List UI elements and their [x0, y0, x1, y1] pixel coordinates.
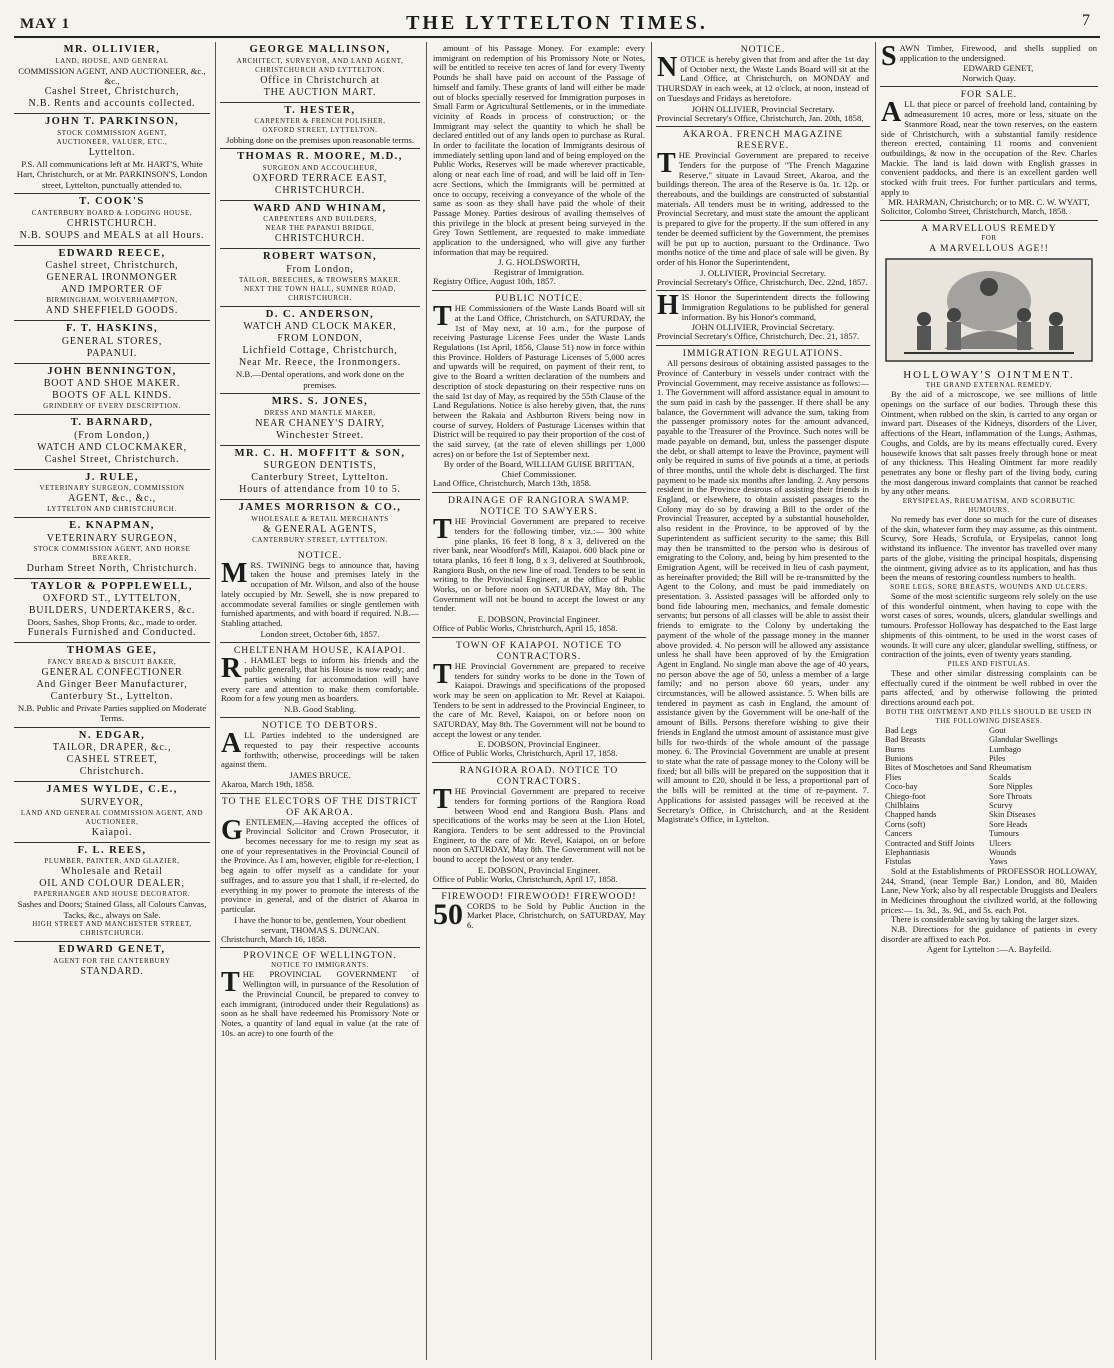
advert-section-heading: ERYSIPELAS, RHEUMATISM, AND SCORBUTIC HUMOURS. [902, 497, 1076, 515]
business-line: SURGEON DENTISTS, [263, 460, 377, 472]
business-line: Christchurch. [79, 766, 145, 778]
business-line: OIL AND COLOUR DEALER, [39, 878, 185, 890]
business-line: Wholesale and Retail [61, 866, 163, 878]
notice-rangiora-swamp [432, 493, 646, 638]
notice-heading: NOTICE TO DEBTORS. [261, 720, 379, 732]
notice-text: . HAMLET begs to inform his friends and the public generally, that his House is now ready; and parties wishing for accommodation will have every care and attention to make them comfortable. Room for a few young men as boarders. [221, 654, 419, 704]
advert-paragraph: Some of the most scientific surgeons rely solely on the use of this wonderful ointment, when having to cope with the worst cases of sores, wounds, ulcers, glandular swellings and tumours. Professor Holloway has despatched to the East large shipments of this ointment, to be used in the worst cases of wounds. It will cure any ulcer, glandular swelling, stiffness, or contraction of the joints, even of twenty years standing. [881, 591, 1097, 660]
notice-text: CORDS to be Sold by Public Auction in the Market Place, Christchurch, on SATURDAY, May 6. [467, 900, 645, 930]
business-line: Sashes and Doors; Stained Glass, all Colours Canvas, Tacks, &c., always on Sale. [17, 899, 207, 920]
notice-rangiora-road [432, 763, 646, 888]
notice-wellington [220, 948, 420, 1041]
business-name: EDWARD REECE, [58, 247, 166, 259]
advert-paragraph: These and other similar distressing complaints can be effectually cured if the ointment be well rubbed in over the parts affected, and by otherwise following the printed directions around each pot. [881, 667, 1097, 708]
business-line: And Ginger Beer Manufacturer, [36, 678, 188, 690]
business-card [14, 114, 210, 194]
disease-item: Bites of Moschetoes and Sand Flies [885, 763, 987, 782]
business-line: NEAR CHANEY'S DAIRY, [255, 417, 385, 429]
notice-signature: London street, October 6th, 1857. [260, 628, 380, 639]
business-card [220, 149, 420, 201]
notice-text: HE Provincial Government are prepared to receive tenders for forming portions of the Rangiora Road between Wood end and Rangiora Bush. Plans and specifications of the works may be seen at the Lion Hotel, Rangiora. Tenders to be sent addressed to the Provincial Engineer, to the care of Mr. Revel, Kaiapoi, on or before noon on SATURDAY, May 8th. The Government will not be bound to accept the lowest or any tender. [433, 786, 645, 865]
disease-item: Piles [989, 753, 1006, 763]
business-line: OXFORD STREET, LYTTELTON. [262, 126, 378, 134]
business-line: Funerals Furnished and Conducted. [27, 627, 197, 639]
business-line: Durham Street North, Christchurch. [26, 562, 198, 574]
business-line: Lyttelton. [88, 146, 136, 158]
drop-cap: T [657, 148, 676, 180]
disease-item: Cancers [885, 829, 912, 839]
business-name: JAMES MORRISON & CO., [238, 502, 402, 514]
notice-signature: MR. HARMAN, Christchurch; or to MR. C. W. WYATT, [888, 197, 1090, 208]
notice-heading: AKAROA. FRENCH MAGAZINE RESERVE. [682, 129, 844, 152]
disease-item: Sore Heads [989, 819, 1028, 829]
masthead-rule [14, 36, 1100, 38]
notice-text: LL Parties indebted to the undersigned are requested to pay their respective accounts forthwith; otherwise, proceedings will be taken against them. [221, 730, 419, 770]
notice-honor [656, 291, 870, 346]
business-line: DRESS AND MANTLE MAKER, [264, 408, 376, 417]
advert-paragraph: Sold at the Establishments of PROFESSOR HOLLOWAY, 244, Strand, (near Temple Bar,) London, and 80, Maiden Lane, New York; also by all respectable Druggists and Dealers in Medicines throughout the civilized world, at the following prices:— 1s. 3d., 3s. 9d., and 5s. each Pot. [881, 865, 1097, 915]
notice-heading: IMMIGRATION REGULATIONS. [682, 348, 844, 360]
business-name: F. T. HASKINS, [65, 323, 159, 335]
business-card [220, 103, 420, 150]
business-card [14, 415, 210, 470]
disease-item: Wounds [989, 848, 1017, 858]
business-card [14, 470, 210, 519]
notice-address: Norwich Quay. [962, 73, 1016, 84]
notice-signature: E. DOBSON, Provincial Engineer. [477, 739, 601, 750]
disease-item: Ulcers [989, 838, 1011, 848]
business-name: T. COOK'S [79, 196, 145, 208]
notice-text: amount of his Passage Money. For example: every immigrant on redemption of his Promissory Note or Notes, will be entitled to receive ten acres of land for every Twenty Pounds he shall have paid on account of the Passage of himself and family. These grants of land will either be made out of blocks specially reserved for Immigration purposes in Small Farm or Agricultural Settlements, or in the immediate vicinity of Roads in process of construction; or the Immigrant may select the quantity to which he shall be declared entitled out of any lands open to purchase as Rural. In order to facilitate the location of Immigrants desirous of immediately settling upon land and of being employed on the Public Works, Reserves will be made wherever practicable, along or near each line of road, and will be laid off in Ten-acre Sections, which the Immigrants will be permitted at once to occupy, receiving a conveyance of the whole of the same as soon as they shall have paid the whole of their Passage Money. Parties desirous of availing themselves of this privilege in the block at present being surveyed in the Grey Town Settlement, are requested to make immediate application to the undersigned, who will give any further information that may be required. [433, 43, 645, 257]
business-line: Near Mr. Reece, the Ironmongers. [239, 357, 401, 369]
notice-cheltenham [220, 643, 420, 719]
advert-heading: A MARVELLOUS REMEDY [921, 223, 1057, 235]
notice-akaroa [656, 127, 870, 291]
notice-signature: E. DOBSON, Provincial Engineer. [477, 864, 601, 875]
notice-text: HE Commissioners of the Waste Lands Board will sit at the Land Office, Christchurch, on SATURDAY, the 1st of May next, at 10 a.m., for the purpose of receiving Pasturage License Fees under the Waste Lands Regulations (1st April, 1856, Clause 51) now in force within this Province. Holders of Pasturage Licenses of 5,000 acres and upwards will be required, on payment of their rent, to give to the Board a written declaration of the numbers and description of stock depasturing on their respective runs on the said 1st day of May, as required by the 55th Clause of the Land Regulations. Notice is also hereby given, that, the runs between the Rakaia and Ashburton Rivers being now in course of survey, Holders of Pasturage Licenses within that District will be required to pay their proportion of the cost of the said survey, (at the rate of eleven shillings per 1,000 acres) on or before the 1st of September next. [433, 303, 645, 459]
business-line: PLUMBER, PAINTER, AND GLAZIER, [44, 857, 180, 866]
advert-note: N.B. Directions for the guidance of patients in every disorder are affixed to each Pot. [881, 924, 1097, 944]
drop-cap: T [221, 967, 240, 999]
business-line: AGENT FOR THE CANTERBURY [53, 956, 171, 965]
notice-signature: J. G. HOLDSWORTH, [498, 257, 580, 268]
notice-signature: By order of the Board, WILLIAM GUISE BRITTAN, Chief Commissioner. [443, 459, 635, 480]
disease-item: Sore Throats [989, 791, 1032, 801]
disease-list [881, 726, 1097, 867]
business-line: CANTERBURY STREET, LYTTELTON. [252, 535, 388, 544]
notice-sawn-timber [880, 42, 1098, 87]
business-card [220, 201, 420, 250]
business-line: CHRISTCHURCH. [274, 233, 366, 245]
business-name: TAYLOR & POPPLEWELL, [31, 580, 193, 592]
business-line: Canterbury Street, Lyttelton. [251, 472, 389, 484]
advert-paragraph: By the aid of a microscope, we see millions of little openings on the surface of our bodies. Through these this Ointment, when rubbed on the skin, is carried to any organ or inward part. Diseases of the Kidneys, disorders of the Liver, affections of the Heart, inflammation of the Lungs, Asthmas, Coughs, and Colds, are by its means effectually cured. Every housewife knows that salt passes freely through bone or meat of any thickness. This Healing Ointment far more readily penetrates any bone or fleshy part of the living body, curing the most dangerous inward complaints that cannot be reached by any other means. [881, 389, 1097, 497]
business-name: D. C. ANDERSON, [265, 308, 375, 320]
disease-item: Elephantiasis [885, 848, 930, 858]
business-line: NEAR THE PAPANUI BRIDGE, [265, 224, 375, 233]
column-divider [426, 42, 427, 1360]
notice-immigrants-continued [432, 42, 646, 291]
big-number: 50 [433, 897, 463, 931]
notice-debtors [220, 718, 420, 794]
notice-heading: NOTICE. [297, 549, 343, 561]
notice-signature: N.B. Good Stabling. [283, 704, 357, 715]
notice-date: Provincial Secretary's Office, Christchurch, Dec. 21, 1857. [657, 331, 860, 342]
column-divider [651, 42, 652, 1360]
business-line: TAILOR, DRAPER, &c., [52, 742, 172, 754]
page-number: 7 [1082, 12, 1090, 29]
drop-cap: T [433, 514, 452, 546]
business-line: CANTERBURY BOARD & LODGING HOUSE, [31, 208, 193, 217]
business-line: Office in Christchurch at [260, 74, 380, 86]
business-line: FANCY BREAD & BISCUIT BAKER, [47, 657, 177, 666]
disease-item: Coco-bay [885, 782, 918, 792]
business-name: E. KNAPMAN, [69, 520, 155, 532]
disease-item: Lumbago [989, 744, 1022, 754]
advert-agent: Agent for Lyttelton :—A. Bayfeild. [926, 944, 1052, 955]
drop-cap: R [221, 652, 242, 684]
business-line: N.B. Rents and accounts collected. [28, 98, 196, 110]
disease-item: Scalds [989, 772, 1011, 782]
business-card [14, 42, 210, 114]
business-name: MR. OLLIVIER, [63, 44, 161, 55]
drop-cap: A [221, 728, 242, 760]
business-name: JOHN BENNINGTON, [47, 365, 177, 377]
business-line: AUCTIONEER, VALUER, ETC., [56, 137, 168, 146]
column-1 [14, 42, 210, 1360]
business-line: SURGEON AND ACCOUCHEUR, [262, 163, 378, 172]
column-2-cards [220, 42, 420, 548]
notice-signature: JAMES BRUCE. [289, 769, 351, 780]
disease-item: Chilblains [885, 800, 920, 810]
disease-item: Burns [885, 744, 906, 754]
notice-text: IS Honor the Superintendent directs the following Immigration Regulations to be published for general information. By his Honor's command, [681, 292, 869, 322]
business-card [14, 364, 210, 416]
disease-list-left [885, 726, 989, 867]
notice-heading: CHELTENHAM HOUSE, KAIAPOI. [233, 644, 407, 656]
notice-text: OTICE is hereby given that from and after the 1st day of October next, the Waste Lands Board will sit at the Land Office, at Christchurch, on MONDAY and THURSDAY in each week, at 12 o'clock, at noon, instead of on Tuesdays and Fridays as heretofore. [657, 54, 869, 103]
notice-text: RS. TWINING begs to announce that, having taken the house and premises lately in the occupation of Mr. Wilson, and also of the house lately occupied by Mr. Sewell, she is now prepared to accommodate several families or single gentlemen with furnished apartments, and with board if required. N.B.—Stabling attached. [221, 559, 419, 628]
business-line: LYTTELTON AND CHRISTCHURCH. [47, 505, 177, 514]
business-line: Hours of attendance from 10 to 5. [239, 484, 401, 496]
business-line: N.B. SOUPS and MEALS at all Hours. [19, 229, 205, 241]
drop-cap: S [881, 42, 897, 72]
business-name: ROBERT WATSON, [262, 251, 377, 263]
advert-section-heading: PILES AND FISTULAS. [947, 659, 1031, 668]
business-line: P.S. All communications left at Mr. HART'S, White Hart, Christchurch, or at Mr. PARKINSON'S, London street, Lyttelton, punctually attended to. [16, 158, 208, 190]
business-card [14, 728, 210, 783]
disease-item: Yaws [989, 857, 1008, 867]
notice-subheading: NOTICE TO IMMIGRANTS. [271, 961, 369, 970]
advert-paragraph: No remedy has ever done so much for the cure of diseases of the skin, whatever form they may assume, as this ointment. Scurvy, Sore Heads, Scrofula, or Erysipelas, cannot long withstand its influence. The inventor has travelled over many parts of the globe, visiting the principal hospitals, dispensing the ointment, giving advice as to its application, and has thus been the means of restoring countless numbers to health. [881, 514, 1097, 583]
notice-electors [220, 794, 420, 949]
notice-text: ENTLEMEN,—Having accepted the offices of Provincial Solicitor and Crown Prosecutor, it becomes necessary for me to resign my seat as one of your representatives in the Provincial Council of the Province. As I am, however, eligible for re-election, I beg again to offer myself as a candidate for your suffrages, and to assure you that I shall, if re-elected, do everything in my power to promote the interests of the province in general, and of the district of Akaroa in particular. [221, 816, 419, 914]
business-line: BOOTS OF ALL KINDS. [52, 390, 172, 402]
business-line: BOOT AND SHOE MAKER. [43, 378, 181, 390]
business-line: Cashel Street, Christchurch, [44, 86, 180, 98]
business-name: T. HESTER, [284, 104, 356, 116]
notice-date: Akaroa, March 19th, 1858. [221, 778, 315, 789]
disease-item: Gout [989, 725, 1006, 735]
column-2 [220, 42, 420, 1360]
notice-heading: TOWN OF KAIAPOI. NOTICE TO CONTRACTORS. [456, 639, 622, 662]
disease-item: Corns (soft) [885, 819, 926, 829]
business-card [14, 321, 210, 364]
business-name: T. BARNARD, [70, 417, 154, 429]
notice-date: Provincial Secretary's Office, Christchurch, Dec. 22nd, 1857. [657, 276, 868, 287]
business-line: BUILDERS, UNDERTAKERS, &c. [28, 605, 196, 617]
business-line: WATCH AND CLOCKMAKER, [37, 441, 187, 453]
business-card [14, 782, 210, 843]
notice-firewood [432, 889, 646, 934]
business-line: AND IMPORTER OF [61, 284, 163, 296]
business-line: (From London,) [74, 429, 150, 441]
advert-section-heading: SORE LEGS, SORE BREASTS, WOUNDS AND ULCERS. [890, 583, 1088, 591]
business-line: Cashel street, Christchurch, [45, 260, 179, 272]
business-line: THE AUCTION MART. [263, 86, 377, 98]
notice-text: All persons desirous of obtaining assisted passages to the Province of Canterbury in vessels under contract with the Provincial Government, may receive assistance as follows:— 1. The Government will afford assistance equal in amount to the sum paid in cash by the passenger. If there shall be any balance, the Government will advance the sum, taking from the passenger promissory notes for the amount advanced, payable to the Treasurer of the Province. Such notes will be made payable on demand, but, unless the passenger dispute the debt, or shall attempt to leave the Province, payment will only be required in sums of five pounds at a time, at periods of three months, until the whole debt is discharged. The first payment to be made six months after landing. 2. Any persons resident in the Province desirous of assisting their friends in England, or elsewhere, to obtain assisted passages to the Colony may do so by drawing a Bill to the order of the Provincial Treasurer, accepted by a substantial householder, also resident in the Province, to be approved of by the Superintendent as sufficient security to the same; this Bill may then be transmitted to the person who is desirous of emigrating to the Colony, and, being by him presented to the Emigration Agent, will be received in lieu of cash payment, as hereinafter provided; the Bill will be re-transmitted by the Agent to the Colony, and must be paid immediately on presentation. 3. Assisted passages will be afforded only to bond fide labouring men, mechanics, and female domestic servants; but persons of all classes will be able to assist their friends to emigrate to the Colony by undertaking the payment of the whole of the passage money in the manner above provided. 4. No person will be allowed any assistance unless he shall have been approved of by the Emigration Agent in England. No single man above the age of 40 years, no person above the age of 50, unless a member of a large family; and no person above 60 years, under any circumstances, will be allowed assistance. 5. When bills are tendered in payment as cash in England, the amount of assistance given by the Government will be one-half of the amount of Bills. Persons therefore wishing to give their friends in England the utmost amount of assistance must give bills for two-thirds of the whole amount of the passage money. 6. The Provincial Government are unable at present to state what the rate of passage money to the Colony will be fixed; but all bills will be prepared on the supposition that it will amount to £20, should it be less, a proportional part of the bills will be remitted at the time of re-payment. 7. Applications for assisted passages will be received at the Secretary's Office, in Christchurch, and at the Resident Magistrate's Office, in Lyttelton. [657, 358, 869, 825]
business-line: From London, [286, 263, 354, 275]
business-line: NEXT THE TOWN HALL, SUMNER ROAD, CHRISTCHURCH. [244, 284, 396, 302]
business-line: CASHEL STREET, [66, 754, 158, 766]
notice-date: Office of Public Works, Christchurch, April 17, 1858. [433, 748, 618, 759]
notice-text: LL that piece or parcel of freehold land, containing by admeasurement 10 acres, more or less, situate on the Stanmore Road, near the town reserves, on the eastern side of Christchurch, with a substantial family residence thereon erected, containing 11 rooms and convenient outbuildings, & now in the occupation of the Rev. Charles Mackie. The land is laid down with English grasses in convenient paddocks, and there is an excellent garden well stocked with fruit trees. For further particulars and terms, apply to [881, 99, 1097, 197]
business-name: THOMAS GEE, [66, 645, 158, 657]
drop-cap: M [221, 557, 248, 589]
newspaper-title: THE LYTTELTON TIMES. [406, 12, 708, 34]
engraving-illustration [884, 257, 1094, 363]
business-name: GEORGE MALLINSON, [249, 44, 391, 55]
business-name: MRS. S. JONES, [271, 396, 369, 408]
business-card [220, 394, 420, 446]
business-line: OXFORD ST., LYTTELTON, [42, 593, 182, 605]
advert-section-heading: BOTH THE OINTMENT AND PILLS SHOULD BE USED IN THE FOLLOWING DISEASES. [885, 707, 1093, 725]
disease-item: Rheumatism [989, 763, 1032, 773]
business-card [14, 579, 210, 644]
business-line: N.B. Public and Private Parties supplied on Moderate Terms. [17, 702, 207, 724]
notice-signature: E. DOBSON, Provincial Engineer. [477, 614, 601, 625]
business-line: LAND, HOUSE, AND GENERAL [55, 56, 169, 65]
business-card [14, 843, 210, 942]
business-line: CARPENTERS AND BUILDERS, [263, 215, 377, 224]
disease-item: Chapped hands [885, 810, 937, 820]
drop-cap: T [433, 301, 452, 333]
drop-cap: H [657, 291, 679, 322]
business-line: HIGH STREET AND MANCHESTER STREET, CHRISTCHURCH. [32, 920, 192, 938]
disease-item: Contracted and Stiff Joints [885, 838, 975, 848]
notice-kaiapoi [432, 638, 646, 763]
business-line: WHOLESALE & RETAIL MERCHANTS [251, 514, 389, 523]
business-line: TAILOR, BREECHES, & TROWSERS MAKER. [238, 275, 402, 284]
notice-text: HE PROVINCIAL GOVERNMENT of Wellington will, in pursuance of the Resolution of the Provincial Council, be prepared to convey to each immigrant, (introduced under their Regulations) as soon as he shall have redeemed his Promissory Note or Notes, a quantity of land equal in value (at the rate of 10s. an acre) to one fourth of the [221, 969, 419, 1038]
advert-heading-age: A MARVELLOUS AGE!! [929, 243, 1049, 255]
notice-heading: DRAINAGE OF RANGIORA SWAMP. NOTICE TO SAWYERS. [447, 495, 631, 518]
notice-signature: JOHN OLLIVIER, Provincial Secretary. [691, 322, 835, 333]
column-divider [875, 42, 876, 1360]
business-card [220, 42, 420, 103]
advert-title: HOLLOWAY'S OINTMENT. [903, 369, 1075, 382]
business-line: Kaiapoi. [91, 826, 133, 838]
business-card [14, 942, 210, 981]
notice-signature: J. OLLIVIER, Provincial Secretary. [700, 267, 826, 278]
business-card [14, 643, 210, 727]
notice-text: HE Provincial Government are prepared to receive Tenders for the purpose of "The French Magazine Reserve," situate in Lavaud Street, Akaroa, and the buildings thereon. The area of the Reserve is 0a. 1r. 12p. or thereabouts, and the buildings are constructed of substantial materials. All tenders must be in writing, addressed to the Provincial Secretary, and must state the amount the applicant is prepared to give for the property. If the sum offered in any tender be deemed sufficient by the Government, the premises will be put up to auction, pursuant to the Ordinance. Two months notice of the time and place of sale will be given. By order of his Honor the Superintendent, [657, 150, 869, 267]
advert-note: There is considerable saving by taking the larger sizes. [891, 914, 1080, 925]
disease-item: Glandular Swellings [989, 735, 1058, 745]
business-card [220, 249, 420, 307]
business-name: WARD AND WHINAM, [253, 202, 387, 214]
business-line: OXFORD TERRACE EAST, [252, 172, 388, 184]
business-line: VETERINARY SURGEON, COMMISSION [39, 484, 185, 493]
business-line: Cashel Street, Christchurch. [44, 453, 180, 465]
business-line: Jobbing done on the premises upon reasonable terms. [225, 135, 415, 145]
notice-date: Land Office, Christchurch, March 13th, 1858. [433, 478, 592, 489]
drop-cap: A [881, 97, 902, 129]
business-name: MR. C. H. MOFFITT & SON, [234, 447, 406, 459]
business-line: Canterbury St., Lyttelton. [50, 690, 174, 702]
business-card [14, 246, 210, 322]
business-line: Lichfield Cottage, Christchurch, [242, 345, 398, 357]
business-line: SURVEYOR, [80, 796, 144, 808]
notice-date: Registry Office, August 10th, 1857. [433, 276, 556, 287]
business-line: Winchester Street. [276, 429, 364, 441]
business-name: JOHN T. PARKINSON, [44, 116, 180, 128]
disease-list-right [989, 726, 1093, 867]
disease-item: Tumours [989, 829, 1019, 839]
notice-date: Office of Public Works, Christchurch, April 17, 1858. [433, 873, 618, 884]
notice-twining [220, 548, 420, 643]
business-line: STANDARD. [80, 965, 144, 977]
notice-heading: TO THE ELECTORS OF THE DISTRICT OF AKAROA. [221, 795, 419, 818]
disease-item: Sore Nipples [989, 782, 1033, 792]
business-name: N. EDGAR, [78, 729, 146, 741]
notice-text: HE Provincial Government are prepared to receive tenders for sundry works to be done in the Town of Kaiapoi. Drawings and specifications of the proposed work may be seen on application to Mr. Revel at Kaiapoi. Tenders to be sent in addressed to the Provincial Engineer, to the care of Mr. Revel, Kaiapoi, on or before noon on SATURDAY, May 8th. The Government will not be bound to accept the lowest or any tender. [433, 660, 645, 739]
notice-date: Provincial Secretary's Office, Christchurch, Jan. 20th, 1858. [657, 112, 864, 123]
notice-date: Office of Public Works, Christchurch, April 15, 1858. [433, 623, 618, 634]
notice-for-sale [880, 87, 1098, 221]
business-line: GRINDERY OF EVERY DESCRIPTION. [43, 402, 181, 411]
business-line: N.B.—Dental operations, and work done on the premises. [235, 369, 405, 390]
drop-cap: N [657, 52, 678, 83]
business-line: PAPANUI. [86, 347, 138, 359]
notice-heading: PROVINCE OF WELLINGTON. [243, 950, 397, 962]
business-line: GENERAL CONFECTIONER [41, 666, 183, 678]
drop-cap: T [433, 784, 452, 816]
notice-heading: PUBLIC NOTICE. [494, 293, 584, 305]
business-name: EDWARD GENET, [58, 944, 166, 956]
business-line: CHRISTCHURCH AND LYTTELTON. [255, 65, 385, 74]
business-card [14, 194, 210, 246]
notice-signature: EDWARD GENET, [963, 63, 1034, 74]
business-line: AND SHEFFIELD GOODS. [45, 305, 179, 317]
business-line: WATCH AND CLOCK MAKER, [243, 321, 397, 333]
business-name: JAMES WYLDE, C.E., [46, 784, 178, 796]
business-line: VETERINARY SURGEON, [46, 532, 178, 544]
notice-text: HE Provincial Government are prepared to receive tenders for the following timber, viz.:— 300 white pine planks, 16 feet 8 long, 8 x 3, delivered on the river bank, near Woodford's Mill, Kaiapoi. 600 black pine or totara planks, 16 feet 8 long, 8 x 3, delivered at Southbrook, Rangiora Bush, on the new line of road. Tenders to be sent in writing to the Provincial Engineer, at the office of Public Works, on or before noon on SATURDAY, May 8th. The Government will not be bound to accept the lowest or any tender. [433, 516, 645, 614]
business-line: FROM LONDON, [277, 333, 363, 345]
notice-date: Christchurch, March 16, 1858. [221, 933, 327, 944]
disease-item: Skin Diseases [989, 810, 1036, 820]
column-5 [880, 42, 1098, 1360]
notice-immigration-regulations [656, 346, 870, 828]
notice-waste-lands [656, 42, 870, 127]
business-line: PAPERHANGER AND HOUSE DECORATOR. [33, 890, 191, 899]
business-line: GENERAL STORES, [61, 335, 163, 347]
business-line: & GENERAL AGENTS, [262, 523, 378, 535]
business-line: AGENT, &c., &c., [68, 493, 156, 505]
notice-signature: JOHN OLLIVIER, Provincial Secretary. [691, 103, 835, 114]
disease-item: Fistulas [885, 857, 912, 867]
business-line: STOCK COMMISSION AGENT, [57, 128, 167, 137]
business-line: Doors, Sashes, Shop Fronts, &c., made to order. [27, 617, 197, 628]
business-card [220, 307, 420, 394]
advert-holloway [880, 221, 1098, 957]
business-line: CHRISTCHURCH. [274, 184, 366, 196]
disease-item: Bad Legs [885, 725, 917, 735]
business-card [14, 518, 210, 579]
business-line: STOCK COMMISSION AGENT, AND HORSE BREAKER, [33, 544, 191, 562]
disease-item: Bad Breasts [885, 735, 926, 745]
notice-heading: FOR SALE. [960, 89, 1018, 101]
notice-public [432, 291, 646, 493]
business-line: CARPENTER & FRENCH POLISHER, [254, 117, 386, 125]
advert-heading-for: FOR [981, 234, 997, 243]
business-line: LAND AND GENERAL COMMISSION AGENT, AND AUCTIONEER, [20, 808, 204, 826]
column-4 [656, 42, 870, 1360]
notice-heading: NOTICE. [740, 44, 786, 55]
disease-item: Bunions [885, 753, 913, 763]
business-line: CHRISTCHURCH. [66, 217, 158, 229]
notice-heading: RANGIORA ROAD. NOTICE TO CONTRACTORS. [459, 765, 619, 788]
business-name: THOMAS R. MOORE, M.D., [237, 151, 403, 163]
notice-signature: I have the honor to be, gentlemen, Your obedient servant, THOMAS S. DUNCAN. [234, 914, 406, 935]
notice-signature-title: Registrar of Immigration. [493, 267, 585, 278]
advert-subtitle: THE GRAND EXTERNAL REMEDY. [925, 381, 1053, 390]
column-divider [215, 42, 216, 1360]
drop-cap: G [221, 814, 243, 846]
issue-date: MAY 1 [20, 16, 71, 32]
business-line: GENERAL IRONMONGER [46, 272, 178, 284]
drop-cap: T [433, 658, 452, 690]
business-card [220, 500, 420, 548]
business-card [220, 446, 420, 501]
business-name: J. RULE, [85, 471, 139, 483]
business-line: BIRMINGHAM, WOLVERHAMPTON, [46, 296, 178, 305]
notice-date: Solicitor, Colombo Street, Christchurch, March, 1858. [881, 206, 1068, 217]
notice-text: AWN Timber, Firewood, and shells supplied on application to the undersigned. [899, 43, 1097, 63]
column-3 [432, 42, 646, 1360]
masthead [0, 4, 1114, 38]
disease-item: Scurvy [989, 800, 1013, 810]
business-line: COMMISSION AGENT, AND AUCTIONEER, &c., &c., [18, 65, 206, 86]
disease-item: Chiego-foot [885, 791, 926, 801]
business-name: F. L. REES, [77, 844, 147, 856]
business-line: ARCHITECT, SURVEYOR, AND LAND AGENT, [236, 56, 404, 65]
notice-heading: FIREWOOD! FIREWOOD! FIREWOOD! [441, 890, 637, 902]
